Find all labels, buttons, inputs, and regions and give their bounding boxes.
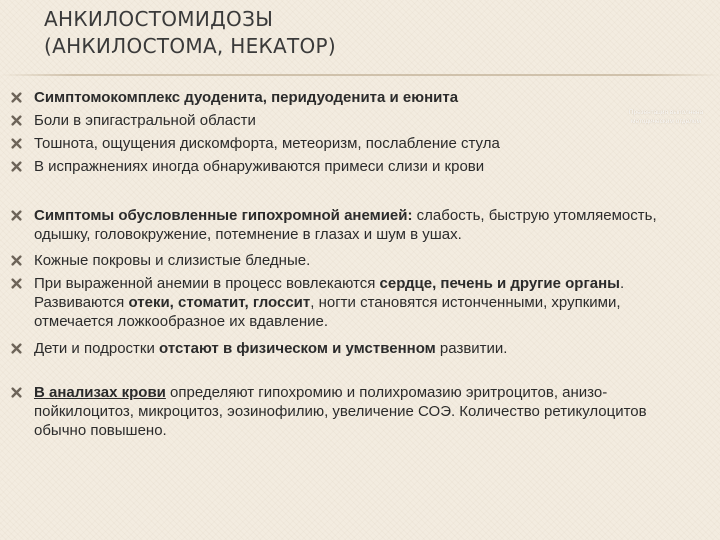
text-run: слабость, быструю утомляемость, одышку, головокружение, потемнение в глазах и шум в ушах. bbox=[34, 207, 657, 243]
emphasis-run: В анализах крови bbox=[34, 384, 166, 401]
list-item-text bbox=[34, 206, 699, 244]
text-run: Боли в эпигастральной области bbox=[34, 112, 256, 129]
emphasis-run: сердце, печень и другие органы bbox=[379, 275, 620, 292]
list-item-text bbox=[34, 383, 699, 440]
text-run: определяют гипохромию и полихромазию эритроцитов, анизо-пойкилоцитоз, микроцитоз, эозинофилию, увеличение СОЭ. Количество ретикулоцитов обычно повышено. bbox=[34, 384, 647, 439]
cross-bullet-icon bbox=[11, 138, 22, 149]
cross-bullet-icon bbox=[11, 387, 22, 398]
text-run: , ногти становятся истонченными, хрупкими, отмечается ложкообразное их вдавление. bbox=[34, 294, 621, 330]
watermark-line-1: Презентация выполнена bbox=[628, 109, 704, 116]
text-run: При выраженной анемии в процесс вовлекаются bbox=[34, 275, 380, 292]
list-item-text bbox=[34, 157, 699, 176]
text-run: . Развиваются bbox=[34, 275, 625, 311]
watermark-line-2: методическим отделом bbox=[630, 118, 702, 125]
list-item-text bbox=[34, 274, 699, 331]
text-run: Дети и подростки bbox=[34, 340, 160, 357]
list-item-text bbox=[34, 339, 699, 358]
list-item-text bbox=[34, 134, 699, 153]
slide-title bbox=[44, 6, 644, 60]
emphasis-run: Симптомокомплекс дуоденита, перидуоденита и еюнита bbox=[34, 89, 459, 106]
list-item-text bbox=[34, 111, 699, 130]
title-line-1: АНКИЛОСТОМИДОЗЫ bbox=[44, 7, 274, 31]
emphasis-run: отеки, стоматит, глоссит bbox=[128, 294, 311, 311]
text-run: Тошнота, ощущения дискомфорта, метеоризм, послабление стула bbox=[34, 135, 500, 152]
title-divider bbox=[0, 74, 720, 76]
cross-bullet-icon bbox=[11, 210, 22, 221]
list-item-text bbox=[34, 88, 699, 107]
cross-bullet-icon bbox=[11, 278, 22, 289]
emphasis-run: Симптомы обусловленные гипохромной анемией: bbox=[34, 207, 413, 224]
list-item-text bbox=[34, 251, 699, 270]
text-run: развитии. bbox=[435, 340, 508, 357]
cross-bullet-icon bbox=[11, 92, 22, 103]
cross-bullet-icon bbox=[11, 255, 22, 266]
text-run: Кожные покровы и слизистые бледные. bbox=[34, 252, 311, 269]
title-line-2: (АНКИЛОСТОМА, НЕКАТОР) bbox=[44, 34, 337, 58]
cross-bullet-icon bbox=[11, 115, 22, 126]
cross-bullet-icon bbox=[11, 343, 22, 354]
text-run: В испражнениях иногда обнаруживаются примеси слизи и крови bbox=[34, 158, 485, 175]
cross-bullet-icon bbox=[11, 161, 22, 172]
emphasis-run: отстают в физическом и умственном bbox=[159, 340, 436, 357]
